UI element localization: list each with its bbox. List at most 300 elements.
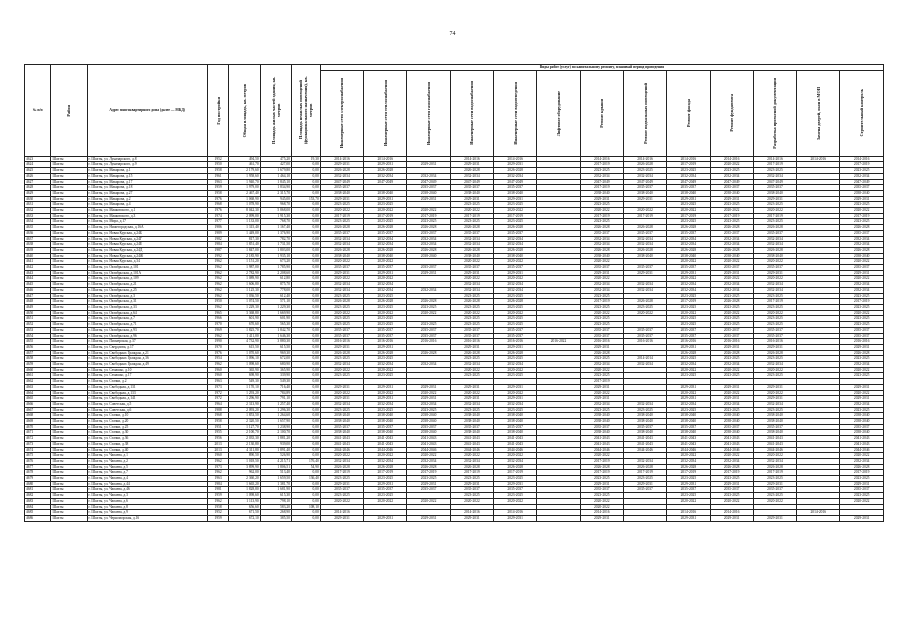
cell-num: 4625 — [25, 168, 51, 174]
cell-living-area: 526,90 — [260, 453, 291, 459]
cell-work-6: 2041-2043 — [580, 441, 623, 447]
cell-work-7: 2026-2028 — [623, 225, 666, 231]
cell-work-12: 2032-2034 — [840, 242, 884, 248]
header-total-area: Общая площадь, кв. метров — [229, 65, 260, 157]
cell-year: 1952 — [207, 510, 229, 516]
cell-address: г. Шахты, ул. Новая Курская, д.24Е — [87, 242, 207, 248]
cell-total-area: 549,30 — [229, 379, 260, 385]
cell-work-3: 2026-2028 — [450, 168, 493, 174]
cell-address: г. Шахты, ул. Макарова, д.27 — [87, 190, 207, 196]
cell-nonliving-area: 0,00 — [291, 481, 320, 487]
cell-work-12: 2020-2022 — [840, 453, 884, 459]
cell-work-1: 2035-2037 — [364, 230, 407, 236]
cell-work-0: 2038-2040 — [320, 419, 363, 425]
cell-district: Шахты — [51, 413, 87, 419]
cell-address: г. Шахты, ул. Макарова, д.17 — [87, 179, 207, 185]
cell-work-12: 2023-2025 — [840, 476, 884, 482]
cell-work-10: 2016-2016 — [753, 339, 796, 345]
cell-work-9: 2044-2046 — [710, 447, 753, 453]
cell-work-9: 2038-2040 — [710, 413, 753, 419]
cell-work-7: 2020-2022 — [623, 208, 666, 214]
header-district: Район — [51, 65, 87, 157]
cell-work-4: 2016-2016 — [494, 339, 537, 345]
cell-year: 1973 — [207, 384, 229, 390]
cell-total-area: 1 315,40 — [229, 225, 260, 231]
cell-nonliving-area: 0,00 — [291, 259, 320, 265]
cell-work-4: 2035-2037 — [494, 230, 537, 236]
cell-work-6: 2029-2031 — [580, 196, 623, 202]
cell-num: 4637 — [25, 236, 51, 242]
cell-address: г. Шахты, ул. Октябрьская, д.7 — [87, 316, 207, 322]
cell-work-2: 2029-2031 — [407, 481, 450, 487]
cell-nonliving-area: 0,00 — [291, 173, 320, 179]
cell-district: Шахты — [51, 190, 87, 196]
cell-district: Шахты — [51, 356, 87, 362]
cell-year: 1960 — [207, 367, 229, 373]
cell-work-0: 2023-2025 — [320, 304, 363, 310]
cell-num: 4634 — [25, 219, 51, 225]
cell-work-9: 2023-2025 — [710, 219, 753, 225]
cell-district: Шахты — [51, 299, 87, 305]
cell-work-9: 2023-2025 — [710, 293, 753, 299]
cell-work-9: 2032-2034 — [710, 287, 753, 293]
cell-num: 4684 — [25, 504, 51, 510]
cell-work-10: 2038-2040 — [753, 419, 796, 425]
cell-work-6: 2032-2034 — [580, 362, 623, 368]
cell-work-12: 2016-2016 — [840, 339, 884, 345]
capital-repair-table — [24, 64, 884, 522]
cell-total-area: 601,90 — [229, 316, 260, 322]
cell-num: 4680 — [25, 481, 51, 487]
cell-work-7: 2032-2034 — [623, 282, 666, 288]
cell-year: 1981 — [207, 487, 229, 493]
cell-work-10: 2020-2022 — [753, 208, 796, 214]
cell-living-area: 4 215,71 — [260, 458, 291, 464]
cell-work-6: 2032-2034 — [580, 236, 623, 242]
cell-work-12: 2023-2025 — [840, 304, 884, 310]
cell-work-8: 2023-2025 — [667, 304, 710, 310]
cell-work-6: 2017-2019 — [580, 470, 623, 476]
cell-district: Шахты — [51, 470, 87, 476]
cell-year: 1959 — [207, 493, 229, 499]
cell-total-area: 1 068,90 — [229, 196, 260, 202]
cell-work-11: 2014-2016 — [797, 156, 840, 162]
cell-work-7: 2026-2028 — [623, 464, 666, 470]
cell-work-4: 2023-2025 — [494, 373, 537, 379]
cell-address: г. Шахты, ул. Луначарского, д.8 — [87, 156, 207, 162]
cell-work-2: 2017-2019 — [407, 470, 450, 476]
cell-work-8: 2017-2019 — [667, 213, 710, 219]
cell-work-9: 2047-2049 — [710, 179, 753, 185]
cell-nonliving-area: 0,00 — [291, 441, 320, 447]
cell-year: 1962 — [207, 287, 229, 293]
cell-work-12: 2029-2031 — [840, 384, 884, 390]
cell-work-0: 2032-2034 — [320, 401, 363, 407]
cell-work-12: 2038-2040 — [840, 190, 884, 196]
cell-work-0: 2023-2025 — [320, 356, 363, 362]
cell-work-4: 2014-2016 — [494, 156, 537, 162]
header-work-6: Ремонт крыши — [580, 70, 623, 156]
cell-address: г. Шахты, ул. Стачки, д.2 — [87, 379, 207, 385]
cell-address: г. Шахты, ул. Свободных Граждан, д.49 — [87, 362, 207, 368]
cell-work-8: 2029-2031 — [667, 396, 710, 402]
cell-district: Шахты — [51, 464, 87, 470]
cell-work-1: 2026-2028 — [364, 464, 407, 470]
cell-district: Шахты — [51, 265, 87, 271]
cell-work-0: 2041-2043 — [320, 436, 363, 442]
cell-work-12: 2032-2034 — [840, 401, 884, 407]
cell-num: 4666 — [25, 401, 51, 407]
cell-work-10: 2029-2031 — [753, 396, 796, 402]
cell-work-7: 2041-2043 — [623, 436, 666, 442]
cell-work-9: 2029-2031 — [710, 481, 753, 487]
cell-district: Шахты — [51, 282, 87, 288]
cell-work-8: 2032-2034 — [667, 362, 710, 368]
cell-work-2: 2023-2025 — [407, 476, 450, 482]
cell-work-3: 2038-2040 — [450, 253, 493, 259]
cell-nonliving-area: 0,00 — [291, 236, 320, 242]
cell-work-2: 2038-2040 — [407, 413, 450, 419]
cell-num: 4632 — [25, 208, 51, 214]
cell-num: 4623 — [25, 156, 51, 162]
cell-district: Шахты — [51, 493, 87, 499]
cell-work-9: 2032-2034 — [710, 236, 753, 242]
cell-num: 4654 — [25, 333, 51, 339]
cell-address: г. Шахты, ул. Стачки, д.10 — [87, 413, 207, 419]
cell-work-0: 2032-2034 — [320, 287, 363, 293]
cell-work-9: 2032-2034 — [710, 458, 753, 464]
cell-district: Шахты — [51, 384, 87, 390]
cell-work-2: 2035-2037 — [407, 230, 450, 236]
cell-work-2: 2032-2034 — [407, 362, 450, 368]
cell-address: г. Шахты, ул. Стачки, д.36 — [87, 436, 207, 442]
cell-work-3: 2044-2046 — [450, 447, 493, 453]
cell-work-10: 2020-2022 — [753, 367, 796, 373]
cell-total-area: 1 853,50 — [229, 413, 260, 419]
cell-address: г. Шахты, ул. Чапаева, д.8 — [87, 504, 207, 510]
cell-work-10: 2026-2028 — [753, 464, 796, 470]
cell-work-8: 2020-2022 — [667, 498, 710, 504]
cell-district: Шахты — [51, 304, 87, 310]
cell-work-6: 2023-2025 — [580, 316, 623, 322]
cell-work-12: 2023-2025 — [840, 219, 884, 225]
cell-work-6: 2047-2049 — [580, 179, 623, 185]
header-address: Адрес многоквартирного дома (далее — МКД) — [87, 65, 207, 157]
cell-work-6: 2029-2031 — [580, 344, 623, 350]
cell-work-0: 2035-2037 — [320, 265, 363, 271]
cell-nonliving-area: 0,00 — [291, 362, 320, 368]
cell-work-10: 2035-2037 — [753, 185, 796, 191]
cell-address: г. Шахты, ул. Октябрьская, д.101А — [87, 270, 207, 276]
cell-work-2: 2026-2028 — [407, 350, 450, 356]
cell-total-area: 890,50 — [229, 453, 260, 459]
cell-year: 1962 — [207, 259, 229, 265]
cell-work-9: 2023-2025 — [710, 493, 753, 499]
header-work-11: Замена дверей, окон в МОП — [797, 70, 840, 156]
cell-year: 1986 — [207, 225, 229, 231]
cell-living-area: 1 881,20 — [260, 436, 291, 442]
cell-year: 1962 — [207, 304, 229, 310]
cell-num: 4667 — [25, 407, 51, 413]
cell-work-2: 2029-2031 — [407, 162, 450, 168]
cell-address: г. Шахты, ул. Нижегородская, д.16А — [87, 225, 207, 231]
cell-num: 4674 — [25, 447, 51, 453]
cell-work-1: 2029-2031 — [364, 516, 407, 522]
cell-work-0: 2026-2028 — [320, 299, 363, 305]
cell-work-0: 2020-2022 — [320, 498, 363, 504]
cell-work-4: 2047-2049 — [494, 179, 537, 185]
cell-living-area: 1 731,50 — [260, 242, 291, 248]
cell-work-1: 2029-2031 — [364, 396, 407, 402]
cell-living-area: 612,80 — [260, 276, 291, 282]
header-work-10: Разработка проектной документации — [753, 70, 796, 156]
cell-work-10: 2020-2022 — [753, 498, 796, 504]
cell-work-12: 2020-2022 — [840, 259, 884, 265]
cell-total-area: 1 133,00 — [229, 219, 260, 225]
cell-work-7: 2038-2040 — [623, 430, 666, 436]
cell-district: Шахты — [51, 350, 87, 356]
cell-work-9: 2032-2034 — [710, 173, 753, 179]
cell-nonliving-area: 0,00 — [291, 407, 320, 413]
cell-work-1: 2038-2040 — [364, 253, 407, 259]
cell-nonliving-area: 0,00 — [291, 396, 320, 402]
cell-work-4: 2020-2022 — [494, 310, 537, 316]
cell-address: г. Шахты, ул. Чапаева, д.7 — [87, 470, 207, 476]
cell-work-12: 2032-2034 — [840, 173, 884, 179]
cell-work-8: 2023-2025 — [667, 219, 710, 225]
cell-year: 1968 — [207, 413, 229, 419]
cell-nonliving-area: 0,00 — [291, 390, 320, 396]
cell-work-0: 2023-2025 — [320, 316, 363, 322]
cell-nonliving-area: 0,00 — [291, 282, 320, 288]
cell-address: г. Шахты, ул. Свободная, д.133 — [87, 390, 207, 396]
cell-nonliving-area: 0,00 — [291, 310, 320, 316]
cell-nonliving-area: 0,00 — [291, 413, 320, 419]
cell-work-12: 2035-2037 — [840, 424, 884, 430]
cell-work-10: 2029-2031 — [753, 384, 796, 390]
cell-work-1: 2035-2037 — [364, 265, 407, 271]
cell-work-10: 2023-2025 — [753, 202, 796, 208]
cell-work-3: 2032-2034 — [450, 242, 493, 248]
cell-work-7: 2035-2037 — [623, 424, 666, 430]
cell-total-area: 365,90 — [229, 367, 260, 373]
cell-total-area: 1 828,80 — [229, 487, 260, 493]
cell-year: 1952 — [207, 156, 229, 162]
cell-work-4: 2038-2040 — [494, 419, 537, 425]
cell-work-6: 2023-2025 — [580, 202, 623, 208]
cell-living-area: 1 679,80 — [260, 168, 291, 174]
cell-total-area: 1 229,30 — [229, 304, 260, 310]
cell-total-area: 1 089,90 — [229, 276, 260, 282]
cell-district: Шахты — [51, 253, 87, 259]
cell-work-8: 2035-2037 — [667, 230, 710, 236]
cell-work-8: 2032-2034 — [667, 282, 710, 288]
cell-work-8: 2020-2022 — [667, 367, 710, 373]
cell-num: 4673 — [25, 441, 51, 447]
cell-work-4: 2023-2025 — [494, 322, 537, 328]
cell-work-4: 2032-2034 — [494, 458, 537, 464]
cell-work-6: 2014-2016 — [580, 510, 623, 516]
cell-work-9: 2014-2016 — [710, 156, 753, 162]
cell-total-area: 1 979,00 — [229, 185, 260, 191]
cell-work-1: 2023-2025 — [364, 322, 407, 328]
cell-work-4: 2026-2028 — [494, 168, 537, 174]
cell-work-7: 2029-2031 — [623, 196, 666, 202]
cell-work-0: 2017-2019 — [320, 470, 363, 476]
cell-address: г. Шахты, ул. Октябрьская, д.109 — [87, 276, 207, 282]
cell-work-10: 2038-2040 — [753, 253, 796, 259]
cell-work-0: 2026-2028 — [320, 247, 363, 253]
cell-work-8: 2020-2022 — [667, 390, 710, 396]
cell-nonliving-area: 0,00 — [291, 322, 320, 328]
cell-num: 4648 — [25, 299, 51, 305]
cell-total-area: 461,70 — [229, 162, 260, 168]
cell-nonliving-area: 0,00 — [291, 213, 320, 219]
cell-work-4: 2020-2022 — [494, 208, 537, 214]
cell-work-8: 2029-2031 — [667, 196, 710, 202]
cell-work-2: 2038-2040 — [407, 190, 450, 196]
cell-work-3: 2041-2043 — [450, 436, 493, 442]
cell-work-9: 2020-2022 — [710, 453, 753, 459]
cell-year: 1958 — [207, 504, 229, 510]
cell-work-4: 2029-2031 — [494, 270, 537, 276]
cell-work-12: 2023-2025 — [840, 356, 884, 362]
cell-work-4: 2020-2022 — [494, 453, 537, 459]
cell-total-area: 1 665,20 — [229, 481, 260, 487]
cell-work-0: 2032-2034 — [320, 236, 363, 242]
cell-work-4: 2020-2022 — [494, 498, 537, 504]
cell-work-0: 2023-2025 — [320, 322, 363, 328]
cell-year: 1970 — [207, 322, 229, 328]
cell-nonliving-area: 0,00 — [291, 293, 320, 299]
cell-work-2: 2023-2025 — [407, 304, 450, 310]
cell-nonliving-area: 0,00 — [291, 202, 320, 208]
header-work-8: Ремонт фасада — [667, 70, 710, 156]
cell-num: 4640 — [25, 253, 51, 259]
cell-work-10: 2035-2037 — [753, 333, 796, 339]
cell-work-12: 2041-2043 — [840, 436, 884, 442]
cell-work-3: 2029-2031 — [450, 481, 493, 487]
cell-work-12: 2023-2025 — [840, 407, 884, 413]
cell-living-area: 615,50 — [260, 344, 291, 350]
cell-total-area: 2 185,90 — [229, 253, 260, 259]
cell-work-2: 2047-2049 — [407, 179, 450, 185]
cell-num: 4649 — [25, 304, 51, 310]
cell-work-3: 2020-2022 — [450, 259, 493, 265]
cell-work-1: 2023-2025 — [364, 202, 407, 208]
cell-nonliving-area: 54,90 — [291, 464, 320, 470]
cell-work-4: 2020-2022 — [494, 259, 537, 265]
cell-year: 1960 — [207, 453, 229, 459]
cell-address: г. Шахты, ул. Стачки, д.38 — [87, 441, 207, 447]
cell-work-3: 2029-2031 — [450, 344, 493, 350]
cell-district: Шахты — [51, 202, 87, 208]
cell-work-7: 2035-2037 — [623, 230, 666, 236]
cell-address: г. Шахты, ул. Октябрьская, д.31 — [87, 299, 207, 305]
cell-work-6: 2035-2037 — [580, 333, 623, 339]
cell-work-9: 2023-2025 — [710, 322, 753, 328]
cell-nonliving-area: 19,30 — [291, 156, 320, 162]
cell-work-2: 2020-2022 — [407, 498, 450, 504]
cell-work-5: 2016-2022 — [537, 339, 580, 345]
cell-work-0: 2044-2046 — [320, 447, 363, 453]
cell-year: 2013 — [207, 441, 229, 447]
cell-work-1: 2026-2028 — [364, 168, 407, 174]
cell-work-7: 2041-2043 — [623, 441, 666, 447]
cell-work-10: 2032-2034 — [753, 282, 796, 288]
cell-work-9: 2035-2037 — [710, 333, 753, 339]
cell-work-10: 2038-2040 — [753, 190, 796, 196]
cell-work-1: 2017-2019 — [364, 470, 407, 476]
cell-living-area: 1 806,51 — [260, 464, 291, 470]
cell-work-10: 2023-2025 — [753, 356, 796, 362]
cell-work-3: 2017-2019 — [450, 470, 493, 476]
cell-work-0: 2020-2022 — [320, 453, 363, 459]
cell-district: Шахты — [51, 504, 87, 510]
cell-year: 1958 — [207, 419, 229, 425]
cell-work-6: 2038-2040 — [580, 253, 623, 259]
cell-nonliving-area: 0,00 — [291, 424, 320, 430]
cell-living-area: 680,90 — [260, 362, 291, 368]
cell-year: 1972 — [207, 390, 229, 396]
cell-work-1: 2035-2037 — [364, 327, 407, 333]
cell-num: 4646 — [25, 287, 51, 293]
cell-num: 4626 — [25, 173, 51, 179]
cell-work-6: 2023-2025 — [580, 373, 623, 379]
cell-living-area: 565,30 — [260, 322, 291, 328]
cell-work-1: 2032-2034 — [364, 401, 407, 407]
cell-work-2: 2023-2025 — [407, 219, 450, 225]
cell-work-4: 2041-2043 — [494, 441, 537, 447]
cell-total-area: 1 293,20 — [229, 390, 260, 396]
cell-work-2: 2029-2031 — [407, 384, 450, 390]
cell-address: г. Шахты, ул. Луначарского, д.9 — [87, 162, 207, 168]
cell-address: г. Шахты, ул. Стачки, д.20 — [87, 419, 207, 425]
cell-work-8: 2020-2022 — [667, 276, 710, 282]
cell-work-4: 2023-2025 — [494, 407, 537, 413]
cell-work-10: 2029-2031 — [753, 481, 796, 487]
cell-work-9: 2023-2025 — [710, 168, 753, 174]
cell-work-7: 2014-2016 — [623, 156, 666, 162]
cell-year: 1962 — [207, 362, 229, 368]
cell-nonliving-area: 153,70 — [291, 196, 320, 202]
cell-work-6: 2032-2034 — [580, 282, 623, 288]
cell-work-9: 2023-2025 — [710, 316, 753, 322]
cell-work-1: 2026-2028 — [364, 299, 407, 305]
cell-work-0: 2023-2025 — [320, 476, 363, 482]
cell-work-8: 2047-2049 — [667, 179, 710, 185]
header-works-group: Виды работ (услуг) по капитальному ремонту, плановый период проведения — [320, 65, 883, 71]
cell-work-6: 2026-2028 — [580, 464, 623, 470]
cell-nonliving-area: 0,00 — [291, 384, 320, 390]
cell-work-4: 2029-2031 — [494, 384, 537, 390]
cell-work-10: 2017-2019 — [753, 162, 796, 168]
cell-total-area: 2 179,60 — [229, 168, 260, 174]
cell-nonliving-area: 0,00 — [291, 253, 320, 259]
cell-num: 4641 — [25, 259, 51, 265]
cell-work-12: 2032-2034 — [840, 362, 884, 368]
cell-nonliving-area: 0,00 — [291, 179, 320, 185]
cell-living-area: 5 868,00 — [260, 208, 291, 214]
cell-work-12: 2017-2019 — [840, 299, 884, 305]
cell-work-1: 2029-2031 — [364, 162, 407, 168]
cell-address: г. Шахты, ул. Семашко, д.10 — [87, 367, 207, 373]
cell-work-9: 2035-2037 — [710, 265, 753, 271]
cell-work-6: 2032-2034 — [580, 287, 623, 293]
cell-work-9: 2035-2037 — [710, 327, 753, 333]
cell-work-10: 2026-2028 — [753, 225, 796, 231]
cell-total-area: 670,60 — [229, 322, 260, 328]
